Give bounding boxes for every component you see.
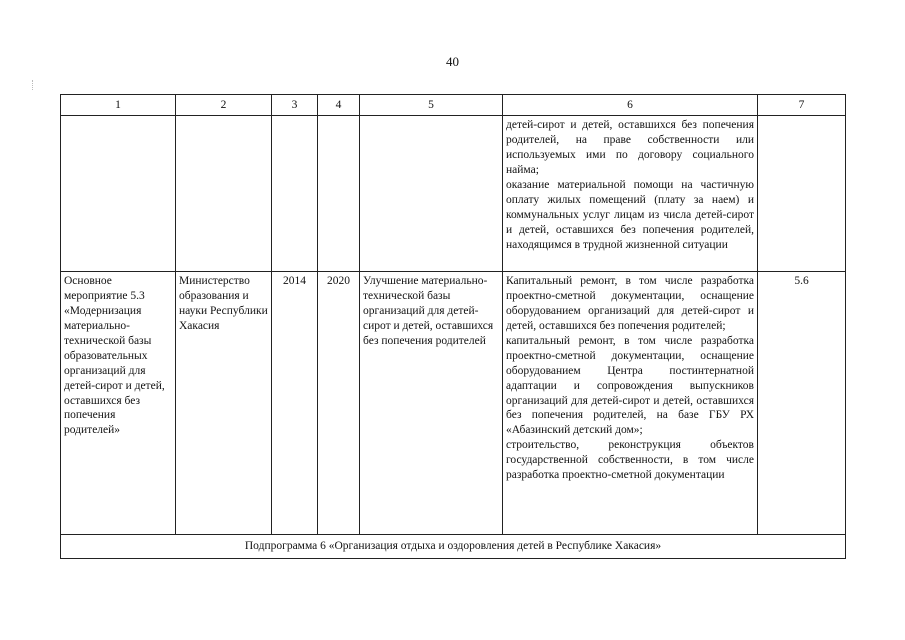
header-col-7: 7 bbox=[758, 95, 846, 116]
start-year-cell: 2014 bbox=[272, 272, 318, 535]
continuation-cell-7 bbox=[758, 116, 846, 272]
measure-text: строительство, реконструкция объектов государственной собственности, в том числе разработка проектно-сметной документации bbox=[506, 439, 754, 482]
header-row bbox=[61, 95, 846, 116]
end-year-cell: 2020 bbox=[318, 272, 360, 535]
continuation-cell-3 bbox=[272, 116, 318, 272]
continuation-cell-4 bbox=[318, 116, 360, 272]
event-name-cell: Основное мероприятие 5.3 «Модернизация материально-технической базы образовательных организаций для детей-сирот и детей, оставшихся без попечения родителей» bbox=[61, 272, 176, 535]
continuation-cell-5 bbox=[360, 116, 503, 272]
continuation-row bbox=[61, 116, 846, 272]
header-col-4: 4 bbox=[318, 95, 360, 116]
expected-result-cell: Улучшение материально-технической базы организаций для детей-сирот и детей, оставшихся без попечения родителей bbox=[360, 272, 503, 535]
event-row bbox=[61, 272, 846, 535]
program-table bbox=[60, 94, 846, 559]
header-col-2: 2 bbox=[176, 95, 272, 116]
continuation-cell-1 bbox=[61, 116, 176, 272]
subprogram-row bbox=[61, 535, 846, 559]
indicator-cell: 5.6 bbox=[758, 272, 846, 535]
scan-mark bbox=[32, 80, 39, 90]
continuation-cell-2 bbox=[176, 116, 272, 272]
measure-text: оказание материальной помощи на частичную оплату жилых помещений (плату за наем) и коммунальных услуг лицам из числа детей-сирот и детей, оставшихся без попечения родителей, находящимся в трудной жизненной ситуации bbox=[506, 178, 754, 251]
measures-cell bbox=[503, 272, 758, 535]
measure-text: капитальный ремонт, в том числе разработка проектно-сметной документации, оснащение оборудованием Центра постинтернатной адаптации и сопровождения выпускников организаций для детей-сирот и детей, оставшихся без попечения родителей, на базе ГБУ РХ «Абазинский детский дом»; bbox=[506, 334, 754, 437]
continuation-measures-cell bbox=[503, 116, 758, 272]
measure-text: Капитальный ремонт, в том числе разработка проектно-сметной документации, оснащение оборудованием организаций для детей-сирот и детей, оставшихся без попечения родителей; bbox=[506, 275, 754, 332]
measure-text: детей-сирот и детей, оставшихся без попечения родителей, на праве собственности или используемых ими по договору социального найма; bbox=[506, 119, 754, 176]
page-number: 40 bbox=[446, 54, 459, 69]
executor-cell: Министерство образования и науки Республики Хакасия bbox=[176, 272, 272, 535]
header-col-6: 6 bbox=[503, 95, 758, 116]
header-col-3: 3 bbox=[272, 95, 318, 116]
subprogram-title: Подпрограмма 6 «Организация отдыха и оздоровления детей в Республике Хакасия» bbox=[61, 535, 846, 559]
header-col-1: 1 bbox=[61, 95, 176, 116]
header-col-5: 5 bbox=[360, 95, 503, 116]
